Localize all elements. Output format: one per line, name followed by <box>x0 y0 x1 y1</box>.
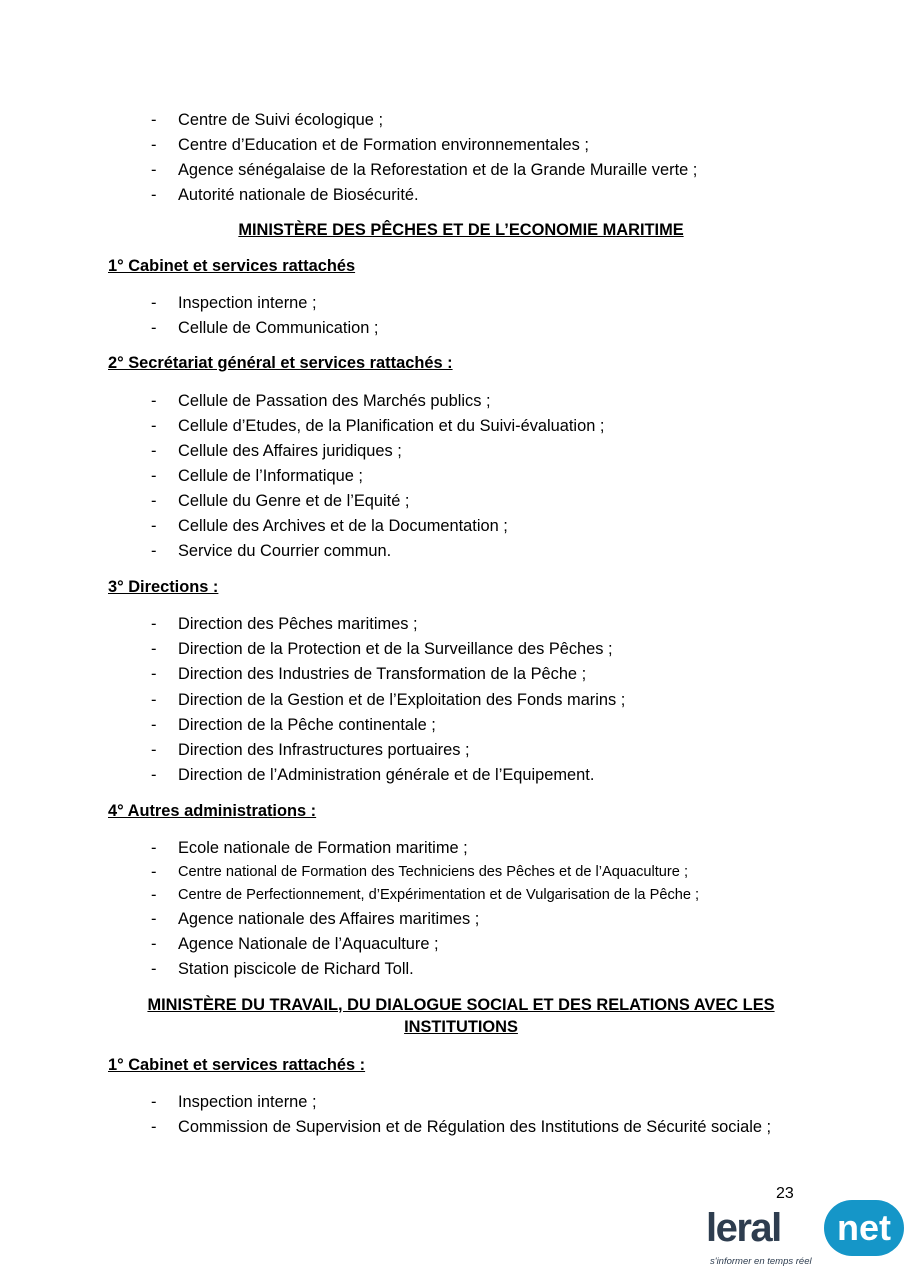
section-heading-secretariat: 2° Secrétariat général et services rattachés : <box>108 354 453 372</box>
list-item: - Centre de Perfectionnement, d’Expérimentation et de Vulgarisation de la Pêche ; <box>151 886 700 904</box>
list-item: - Direction des Industries de Transformation de la Pêche ; <box>151 665 587 683</box>
list-item: - Cellule des Affaires juridiques ; <box>151 442 402 460</box>
list-item: - Agence sénégalaise de la Reforestation et de la Grande Muraille verte ; <box>151 161 698 179</box>
list-item: - Direction des Infrastructures portuaires ; <box>151 741 470 759</box>
logo-tagline: s'informer en temps réel <box>710 1256 812 1267</box>
list-item: - Direction de la Protection et de la Surveillance des Pêches ; <box>151 640 613 658</box>
section-heading-directions: 3° Directions : <box>108 578 219 596</box>
list-item: - Agence Nationale de l’Aquaculture ; <box>151 935 439 953</box>
list-item: - Commission de Supervision et de Régulation des Institutions de Sécurité sociale ; <box>151 1118 772 1136</box>
list-item: - Cellule d’Etudes, de la Planification et du Suivi-évaluation ; <box>151 417 605 435</box>
list-item: - Service du Courrier commun. <box>151 542 392 560</box>
section-heading-cabinet-travail: 1° Cabinet et services rattachés : <box>108 1056 366 1074</box>
list-item: - Cellule de l’Informatique ; <box>151 467 363 485</box>
logo-word-leral: leral <box>706 1206 781 1250</box>
list-item: - Cellule de Passation des Marchés publics ; <box>151 392 491 410</box>
list-item: - Inspection interne ; <box>151 1093 317 1111</box>
list-item: - Agence nationale des Affaires maritimes ; <box>151 910 480 928</box>
list-item: - Direction des Pêches maritimes ; <box>151 615 418 633</box>
list-item: - Centre d’Education et de Formation environnementales ; <box>151 136 589 154</box>
list-item: - Direction de la Gestion et de l’Exploitation des Fonds marins ; <box>151 691 626 709</box>
logo-word-net: net <box>837 1207 891 1248</box>
list-item: - Direction de l’Administration générale et de l’Equipement. <box>151 766 595 784</box>
ministry-heading-travail: MINISTÈRE DU TRAVAIL, DU DIALOGUE SOCIAL ET DES RELATIONS AVEC LES INSTITUTIONS <box>147 996 775 1036</box>
page-number: 23 <box>776 1185 794 1202</box>
list-item: - Centre national de Formation des Techniciens des Pêches et de l’Aquaculture ; <box>151 863 689 881</box>
list-item: - Cellule des Archives et de la Documentation ; <box>151 517 508 535</box>
list-item: - Cellule de Communication ; <box>151 319 379 337</box>
section-heading-cabinet: 1° Cabinet et services rattachés <box>108 257 356 275</box>
ministry-heading-peches: MINISTÈRE DES PÊCHES ET DE L’ECONOMIE MARITIME <box>238 221 684 239</box>
list-item: - Ecole nationale de Formation maritime ; <box>151 839 468 857</box>
list-item: - Centre de Suivi écologique ; <box>151 111 384 129</box>
list-item: - Inspection interne ; <box>151 294 317 312</box>
list-item: - Cellule du Genre et de l’Equité ; <box>151 492 410 510</box>
list-item: - Station piscicole de Richard Toll. <box>151 960 414 978</box>
leralnet-logo <box>706 1198 904 1276</box>
section-heading-other-administrations: 4° Autres administrations : <box>108 802 317 820</box>
list-item: - Direction de la Pêche continentale ; <box>151 716 436 734</box>
list-item: - Autorité nationale de Biosécurité. <box>151 186 419 204</box>
